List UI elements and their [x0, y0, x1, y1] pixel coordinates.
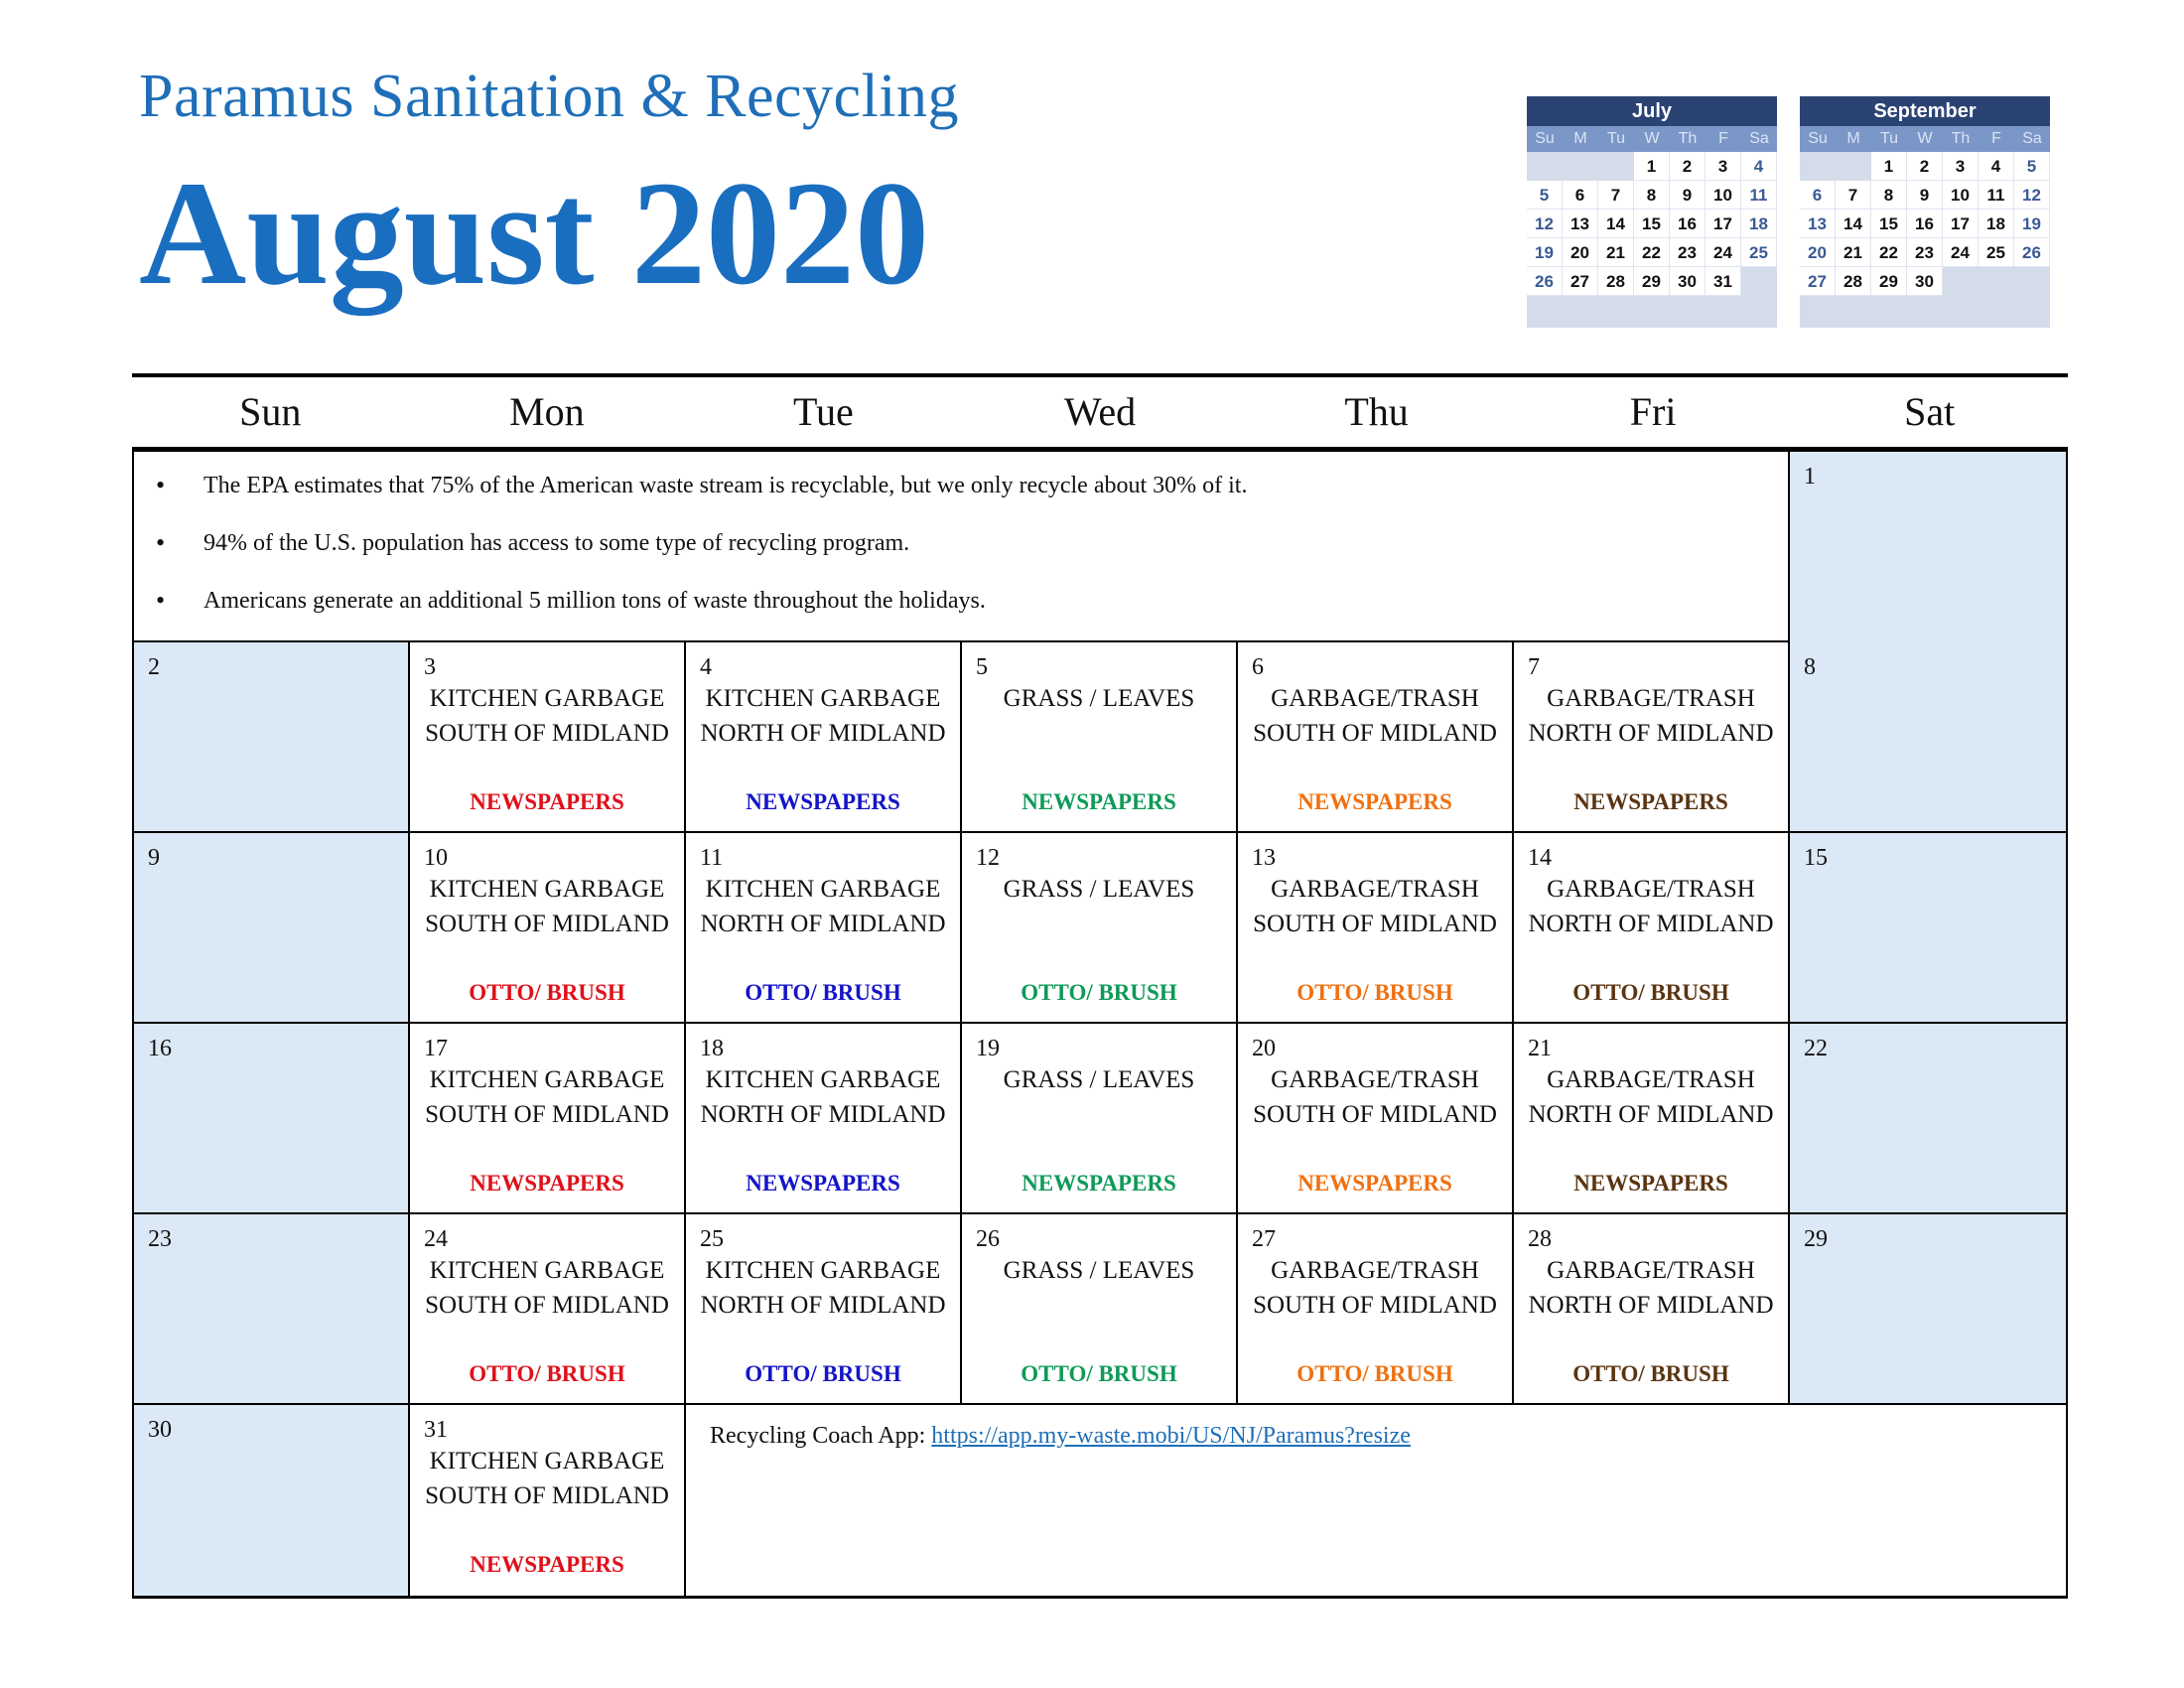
pickup-zone: SOUTH OF MIDLAND: [1253, 720, 1497, 747]
pickup-zone: NORTH OF MIDLAND: [1528, 720, 1774, 747]
pickup-zone: NORTH OF MIDLAND: [700, 1101, 946, 1128]
pickup-zone: NORTH OF MIDLAND: [1528, 1101, 1774, 1128]
mini-day: 1: [1634, 152, 1670, 181]
day-cell-sun: [134, 833, 410, 1022]
recycling-item: OTTO/ BRUSH: [1572, 1361, 1729, 1386]
pickup-type: GARBAGE/TRASH: [1271, 1257, 1479, 1284]
day-number: 10: [424, 845, 448, 871]
mini-day: 14: [1836, 210, 1871, 238]
recycling-item: NEWSPAPERS: [1022, 1171, 1176, 1196]
pickup-type: KITCHEN GARBAGE: [705, 876, 941, 903]
day-cell-sat: [1790, 1024, 2066, 1212]
weekday-header: [132, 377, 2068, 447]
weekday-tue: Tue: [793, 389, 854, 434]
recycling-item: NEWSPAPERS: [746, 789, 900, 814]
recycling-item: OTTO/ BRUSH: [1297, 980, 1453, 1005]
day-cell-wed: [962, 1024, 1238, 1212]
day-cell-mon: [410, 1024, 686, 1212]
pickup-type: KITCHEN GARBAGE: [705, 1066, 941, 1093]
mini-day: 30: [1907, 267, 1943, 296]
mini-calendar-september: [1800, 96, 2050, 328]
pickup-zone: SOUTH OF MIDLAND: [425, 1101, 669, 1128]
month-title: August 2020: [139, 151, 929, 316]
mini-dow-label: W: [1644, 130, 1660, 147]
day-cell-thu: [1238, 1214, 1514, 1403]
facts-box: [134, 452, 1790, 642]
recycling-item: OTTO/ BRUSH: [469, 980, 625, 1005]
mini-dow-label: Th: [1678, 130, 1698, 147]
mini-day: 19: [1527, 238, 1563, 267]
mini-calendar-month: July: [1527, 96, 1777, 126]
day-number: 24: [424, 1226, 448, 1252]
mini-day: 29: [1871, 267, 1907, 296]
weekday-mon: Mon: [509, 389, 585, 434]
mini-day: 9: [1907, 181, 1943, 210]
mini-day: 6: [1563, 181, 1598, 210]
mini-day: 10: [1706, 181, 1741, 210]
day-number: 14: [1528, 845, 1552, 871]
mini-day: 16: [1907, 210, 1943, 238]
pickup-type: KITCHEN GARBAGE: [429, 685, 665, 712]
mini-day: 7: [1836, 181, 1871, 210]
pickup-type: GRASS / LEAVES: [1003, 1066, 1195, 1093]
mini-day: 4: [1741, 152, 1777, 181]
pickup-type: GARBAGE/TRASH: [1271, 876, 1479, 903]
week-row-4: [134, 1214, 2066, 1405]
day-cell-tue: [686, 1214, 962, 1403]
mini-dow-label: Tu: [1606, 130, 1626, 147]
mini-dow-label: F: [1718, 130, 1728, 147]
day-number: 19: [976, 1036, 1000, 1061]
day-cell-tue: [686, 1024, 962, 1212]
org-name: Paramus Sanitation & Recycling: [139, 63, 960, 130]
fact-item: • The EPA estimates that 75% of the American waste stream is recyclable, but we only recycle about 30% of it.: [152, 470, 1788, 527]
day-number: 27: [1252, 1226, 1276, 1252]
mini-dow-label: Su: [1808, 130, 1828, 147]
day-cell-mon: [410, 1214, 686, 1403]
day-number: 16: [148, 1036, 172, 1061]
pickup-type: GARBAGE/TRASH: [1547, 876, 1755, 903]
mini-day: 17: [1706, 210, 1741, 238]
pickup-type: KITCHEN GARBAGE: [429, 1448, 665, 1475]
pickup-type: GRASS / LEAVES: [1003, 685, 1195, 712]
pickup-zone: SOUTH OF MIDLAND: [1253, 1292, 1497, 1319]
mini-day: 11: [1741, 181, 1777, 210]
mini-day: 18: [1979, 210, 2014, 238]
mini-day-empty: [1800, 152, 1836, 181]
mini-calendar-month: September: [1800, 96, 2050, 126]
day-cell-fri: [1514, 1024, 1790, 1212]
mini-dow-label: Sa: [1749, 130, 1769, 147]
day-number: 28: [1528, 1226, 1552, 1252]
pickup-type: KITCHEN GARBAGE: [429, 1066, 665, 1093]
day-cell-mon: [410, 642, 686, 831]
fact-item: • Americans generate an additional 5 million tons of waste throughout the holidays.: [152, 585, 1788, 642]
pickup-zone: SOUTH OF MIDLAND: [425, 1482, 669, 1509]
mini-day: 20: [1800, 238, 1836, 267]
mini-day: 26: [1527, 267, 1563, 296]
pickup-type: KITCHEN GARBAGE: [705, 1257, 941, 1284]
day-cell-thu: [1238, 1024, 1514, 1212]
mini-day-empty: [1836, 152, 1871, 181]
mini-day: 30: [1670, 267, 1706, 296]
week-row-last: [134, 1405, 2066, 1596]
mini-day: 24: [1706, 238, 1741, 267]
recycling-item: OTTO/ BRUSH: [1021, 1361, 1177, 1386]
mini-day: 1: [1871, 152, 1907, 181]
day-cell-sat: [1790, 642, 2066, 831]
mini-calendar-july: [1527, 96, 1777, 328]
mini-day: 25: [1741, 238, 1777, 267]
day-number: 3: [424, 654, 436, 680]
day-cell-sun: [134, 642, 410, 831]
recycling-item: NEWSPAPERS: [1297, 1171, 1452, 1196]
pickup-type: KITCHEN GARBAGE: [429, 876, 665, 903]
day-cell-wed: [962, 642, 1238, 831]
day-number: 26: [976, 1226, 1000, 1252]
weekday-wed: Wed: [1063, 389, 1137, 434]
recycling-item: OTTO/ BRUSH: [745, 980, 901, 1005]
weekday-sun: Sun: [239, 389, 302, 434]
day-cell-sun: [134, 1405, 410, 1596]
recycling-item: OTTO/ BRUSH: [745, 1361, 901, 1386]
mini-day: 12: [1527, 210, 1563, 238]
mini-day: 28: [1836, 267, 1871, 296]
mini-day: 26: [2014, 238, 2050, 267]
mini-day: 16: [1670, 210, 1706, 238]
pickup-zone: SOUTH OF MIDLAND: [425, 1292, 669, 1319]
mini-day: 29: [1634, 267, 1670, 296]
mini-day: 23: [1907, 238, 1943, 267]
mini-day: 21: [1836, 238, 1871, 267]
mini-day: 2: [1907, 152, 1943, 181]
pickup-type: GARBAGE/TRASH: [1271, 1066, 1479, 1093]
day-number: 12: [976, 845, 1000, 871]
pickup-type: GARBAGE/TRASH: [1547, 1066, 1755, 1093]
mini-calendar-dow: [1527, 126, 1777, 152]
mini-day: 19: [2014, 210, 2050, 238]
day-cell-tue: [686, 833, 962, 1022]
day-number: 25: [700, 1226, 724, 1252]
day-number: 29: [1804, 1226, 1828, 1252]
mini-day: 17: [1943, 210, 1979, 238]
mini-day: 10: [1943, 181, 1979, 210]
pickup-type: GARBAGE/TRASH: [1547, 685, 1755, 712]
day-cell-thu: [1238, 833, 1514, 1022]
day-cell-thu: [1238, 642, 1514, 831]
mini-day: 31: [1706, 267, 1741, 296]
day-number: 31: [424, 1417, 448, 1443]
mini-day: 8: [1871, 181, 1907, 210]
weekday-thu: Thu: [1344, 389, 1409, 434]
mini-calendar-dow: [1800, 126, 2050, 152]
mini-day: 8: [1634, 181, 1670, 210]
mini-dow-label: Th: [1951, 130, 1971, 147]
mini-dow-label: Su: [1535, 130, 1555, 147]
mini-day: 7: [1598, 181, 1634, 210]
week-row-2: [134, 833, 2066, 1024]
pickup-zone: NORTH OF MIDLAND: [700, 911, 946, 937]
recycling-item: NEWSPAPERS: [470, 1552, 624, 1577]
mini-day: 3: [1706, 152, 1741, 181]
day-number: 18: [700, 1036, 724, 1061]
pickup-type: GRASS / LEAVES: [1003, 876, 1195, 903]
day-cell-sat: [1790, 452, 2066, 642]
mini-day: 22: [1871, 238, 1907, 267]
day-number: 22: [1804, 1036, 1828, 1061]
mini-day: 21: [1598, 238, 1634, 267]
mini-day: 14: [1598, 210, 1634, 238]
pickup-type: GARBAGE/TRASH: [1547, 1257, 1755, 1284]
mini-day-empty: [1563, 152, 1598, 181]
day-cell-sat: [1790, 1214, 2066, 1403]
mini-dow-label: F: [1991, 130, 2001, 147]
recycling-item: OTTO/ BRUSH: [469, 1361, 625, 1386]
day-number: 2: [148, 654, 160, 680]
app-label: Recycling Coach App:: [710, 1423, 932, 1449]
day-number: 1: [1804, 464, 1816, 490]
mini-day: 3: [1943, 152, 1979, 181]
pickup-zone: NORTH OF MIDLAND: [1528, 1292, 1774, 1319]
mini-day: 13: [1800, 210, 1836, 238]
mini-calendar-days: [1527, 152, 1777, 296]
day-number: 23: [148, 1226, 172, 1252]
weekday-sat: Sat: [1904, 389, 1956, 434]
day-cell-sun: [134, 1214, 410, 1403]
mini-calendar-days: [1800, 152, 2050, 296]
week-row-0: [134, 452, 2066, 642]
mini-day: 5: [2014, 152, 2050, 181]
recycling-item: NEWSPAPERS: [746, 1171, 900, 1196]
mini-day: 5: [1527, 181, 1563, 210]
day-number: 4: [700, 654, 712, 680]
recycling-item: NEWSPAPERS: [1573, 789, 1728, 814]
pickup-type: GRASS / LEAVES: [1003, 1257, 1195, 1284]
app-info: [686, 1405, 2066, 1596]
pickup-zone: NORTH OF MIDLAND: [700, 1292, 946, 1319]
mini-day: 9: [1670, 181, 1706, 210]
mini-day: 27: [1563, 267, 1598, 296]
day-number: 15: [1804, 845, 1828, 871]
fact-item: • 94% of the U.S. population has access to some type of recycling program.: [152, 527, 1788, 585]
day-number: 5: [976, 654, 988, 680]
recycling-item: OTTO/ BRUSH: [1021, 980, 1177, 1005]
day-cell-tue: [686, 642, 962, 831]
pickup-zone: NORTH OF MIDLAND: [1528, 911, 1774, 937]
mini-dow-label: M: [1573, 130, 1587, 147]
recycling-item: OTTO/ BRUSH: [1297, 1361, 1453, 1386]
mini-day: 27: [1800, 267, 1836, 296]
mini-day: 28: [1598, 267, 1634, 296]
mini-day: 15: [1871, 210, 1907, 238]
day-number: 20: [1252, 1036, 1276, 1061]
facts-list: [152, 470, 1788, 642]
day-number: 8: [1804, 654, 1816, 680]
pickup-type: KITCHEN GARBAGE: [429, 1257, 665, 1284]
mini-day: 25: [1979, 238, 2014, 267]
pickup-zone: SOUTH OF MIDLAND: [425, 720, 669, 747]
mini-day: 2: [1670, 152, 1706, 181]
recycling-item: NEWSPAPERS: [1022, 789, 1176, 814]
day-number: 9: [148, 845, 160, 871]
pickup-zone: SOUTH OF MIDLAND: [1253, 911, 1497, 937]
mini-dow-label: M: [1846, 130, 1860, 147]
week-row-3: [134, 1024, 2066, 1214]
recycling-item: NEWSPAPERS: [1573, 1171, 1728, 1196]
day-cell-fri: [1514, 833, 1790, 1022]
mini-day-empty: [1598, 152, 1634, 181]
day-cell-sat: [1790, 833, 2066, 1022]
day-number: 21: [1528, 1036, 1552, 1061]
recycling-item: OTTO/ BRUSH: [1572, 980, 1729, 1005]
mini-day: 15: [1634, 210, 1670, 238]
week-row-1: [134, 642, 2066, 833]
mini-day: 13: [1563, 210, 1598, 238]
app-link[interactable]: https://app.my-waste.mobi/US/NJ/Paramus?resize: [931, 1423, 1411, 1449]
recycling-item: NEWSPAPERS: [470, 789, 624, 814]
mini-dow-label: Sa: [2022, 130, 2042, 147]
day-cell-wed: [962, 1214, 1238, 1403]
mini-day: 20: [1563, 238, 1598, 267]
mini-day: 18: [1741, 210, 1777, 238]
mini-day: 4: [1979, 152, 2014, 181]
mini-day-empty: [1527, 152, 1563, 181]
day-cell-wed: [962, 833, 1238, 1022]
mini-dow-label: Tu: [1879, 130, 1899, 147]
day-cell-mon: [410, 833, 686, 1022]
day-number: 17: [424, 1036, 448, 1061]
mini-day: 12: [2014, 181, 2050, 210]
calendar-grid: [132, 452, 2068, 1599]
mini-day: 6: [1800, 181, 1836, 210]
day-cell-fri: [1514, 1214, 1790, 1403]
weekday-fri: Fri: [1629, 389, 1677, 434]
recycling-item: NEWSPAPERS: [470, 1171, 624, 1196]
pickup-type: GARBAGE/TRASH: [1271, 685, 1479, 712]
pickup-zone: NORTH OF MIDLAND: [700, 720, 946, 747]
day-cell-sun: [134, 1024, 410, 1212]
mini-day: 22: [1634, 238, 1670, 267]
day-number: 7: [1528, 654, 1540, 680]
pickup-zone: SOUTH OF MIDLAND: [425, 911, 669, 937]
day-cell-mon: [410, 1405, 686, 1596]
pickup-type: KITCHEN GARBAGE: [705, 685, 941, 712]
mini-day: 23: [1670, 238, 1706, 267]
mini-dow-label: W: [1917, 130, 1933, 147]
mini-day: 24: [1943, 238, 1979, 267]
pickup-zone: SOUTH OF MIDLAND: [1253, 1101, 1497, 1128]
mini-day: 11: [1979, 181, 2014, 210]
day-number: 13: [1252, 845, 1276, 871]
day-number: 6: [1252, 654, 1264, 680]
day-cell-fri: [1514, 642, 1790, 831]
day-number: 11: [700, 845, 724, 871]
recycling-item: NEWSPAPERS: [1297, 789, 1452, 814]
day-number: 30: [148, 1417, 172, 1443]
